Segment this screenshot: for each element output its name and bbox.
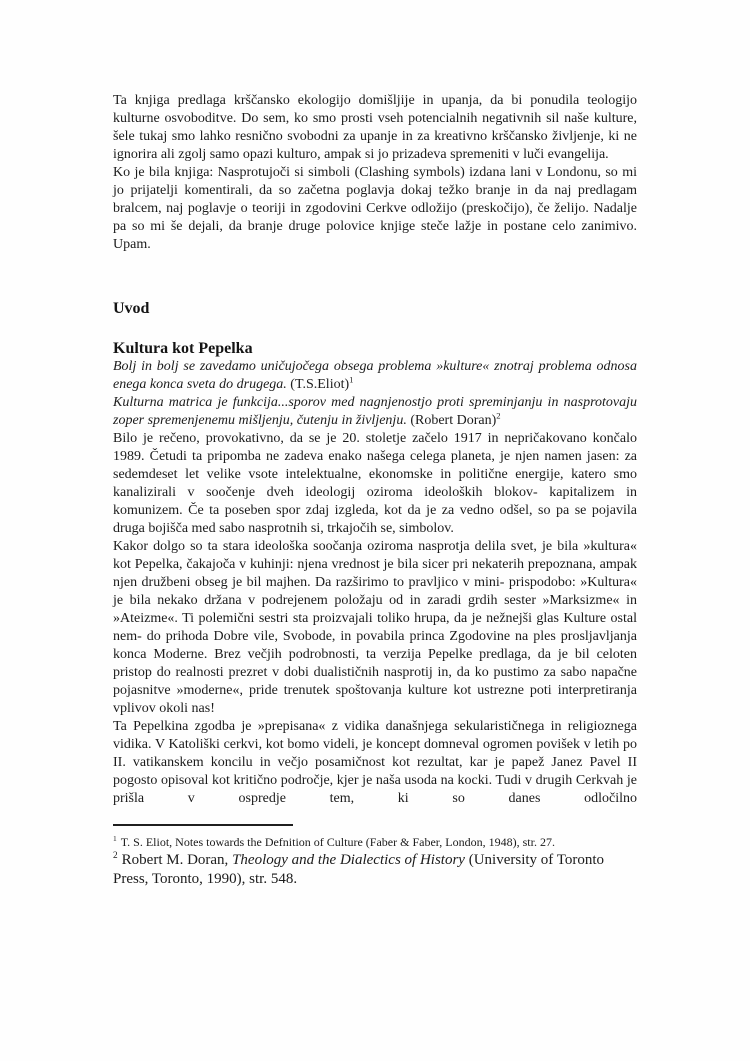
quote-doran-text: Kulturna matrica je funkcija...sporov med nagnjenostjo proti spreminjanju in nasprotovaju zoper spremenjenemu mišljenju, čutenju in življenju.	[113, 395, 637, 428]
intro-paragraph-2: Ko je bila knjiga: Nasprotujoči si simboli (Clashing symbols) izdana lani v Londonu, so mi jo prijatelji komentirali, da so začetna poglavja dokaj težko branje in da naj predlagam bralcem, naj poglavje o teoriji in zgodovini Cerkve odložijo (preskočijo), če želijo. Nadalje pa so mi še dejali, da branje druge polovice knjige steče lažje in postane celo zanimivo. Upam.	[113, 165, 637, 252]
footnote-2-text-after: (University of Toronto Press, Toronto, 1990), str. 548.	[113, 852, 605, 887]
epigraph-quote-doran	[113, 394, 637, 430]
section-heading-uvod: Uvod	[113, 300, 150, 317]
footnote-ref-2: 2	[496, 410, 501, 421]
quote-eliot-attribution: (T.S.Eliot)	[286, 377, 350, 392]
body-paragraph-2: Kakor dolgo so ta stara ideološka soočanja oziroma nasprotja delila svet, je bila »kultura« kot Pepelka, čakajoča v kuhinji: njena vrednost je bila sicer pri nekaterih prepoznana, ampak njen družbeni obseg je bil majhen. Da razširimo to pravljico v mini- prispodobo: »Kultura« je bila nekako držana v podrejenem položaju od in zaradi grdih sester »Marksizme« in »Ateizme«. Ti polemični sestri sta proizvajali toliko hrupa, da je nežnejši glas Kulture ostal nem- do prihoda Dobre vile, Svobode, in povabila princa Zgodovine na ples prosljavljanja konca Moderne. Brez večjih podrobnosti, ta verzija Pepelke predlaga, da je bil celoten pristop do realnosti prezret v dobi dualističnih nasprotij in, da ko pustimo za sabo napačne pojasnitve »moderne«, pride trenutek spoštovanja kulture kot ustrezne poti interpretiranja vplivov okoli nas!	[113, 539, 637, 716]
quote-doran-attribution: (Robert Doran)	[406, 413, 497, 428]
epigraph-quote-eliot	[113, 358, 637, 394]
subsection-heading-kultura-kot-pepelka: Kultura kot Pepelka	[113, 340, 253, 357]
footnote-2	[113, 851, 637, 889]
footnote-1-text: T. S. Eliot, Notes towards the Defnition of Culture (Faber & Faber, London, 1948), str. 27.	[120, 835, 555, 849]
footnote-1	[113, 834, 637, 851]
footnote-2-text-before: Robert M. Doran,	[121, 852, 233, 868]
footnote-ref-1: 1	[349, 374, 354, 385]
intro-paragraph-1: Ta knjiga predlaga krščansko ekologijo domišljije in upanja, da bi ponudila teologijo kulturne osvoboditve. Do sem, ko smo prosti vseh potencialnih negativnih sil naše kulture, šele tukaj smo lahko resnično svobodni za upanje in za kreativno krščansko življenje, ki ne ignorira ali zgolj samo opazi kulturo, ampak si jo prizadeva spremeniti v luči evangelija.	[113, 93, 637, 162]
body-paragraph-3: Ta Pepelkina zgodba je »prepisana« z vidika današnjega sekularističnega in religioznega vidika. V Katoliški cerkvi, kot bomo videli, je koncept domneval ogromen povišek v letih po II. vatikanskem koncilu in večjo posamičnost kot rezultat, kar je papež Janez Pavel II pogosto opisoval kot kritično področje, kjer je naša usoda na kocki. Tudi v drugih Cerkvah je prišla v ospredje tem, ki so danes odločilno	[113, 719, 637, 806]
quote-eliot-text: Bolj in bolj se zavedamo uničujočega obsega problema »kulture« znotraj problema odnosa enega konca sveta do drugega.	[113, 359, 637, 392]
footnote-2-book-title: Theology and the Dialectics of History	[232, 852, 465, 868]
footnotes-section	[113, 824, 637, 889]
footnote-2-number: 2	[113, 851, 118, 861]
footnote-1-number: 1	[113, 834, 117, 843]
footnote-separator-line	[113, 824, 293, 826]
body-paragraph-1: Bilo je rečeno, provokativno, da se je 20. stoletje začelo 1917 in nepričakovano končalo 1989. Četudi ta pripomba ne zadeva enako našega celega planeta, je njen namen jasen: za sedemdeset let velike vsote intelektualne, ekonomske in politične energije, katero smo kanalizirali v soočenje dveh ideologij oziroma ideoloških blokov- kapitalizem in komunizem. Če ta poseben spor zdaj izgleda, kot da je za vedno odšel, so pa se pojavila druga bojišča med sabo nasprotnih si, trkajočih se, simbolov.	[113, 431, 637, 536]
